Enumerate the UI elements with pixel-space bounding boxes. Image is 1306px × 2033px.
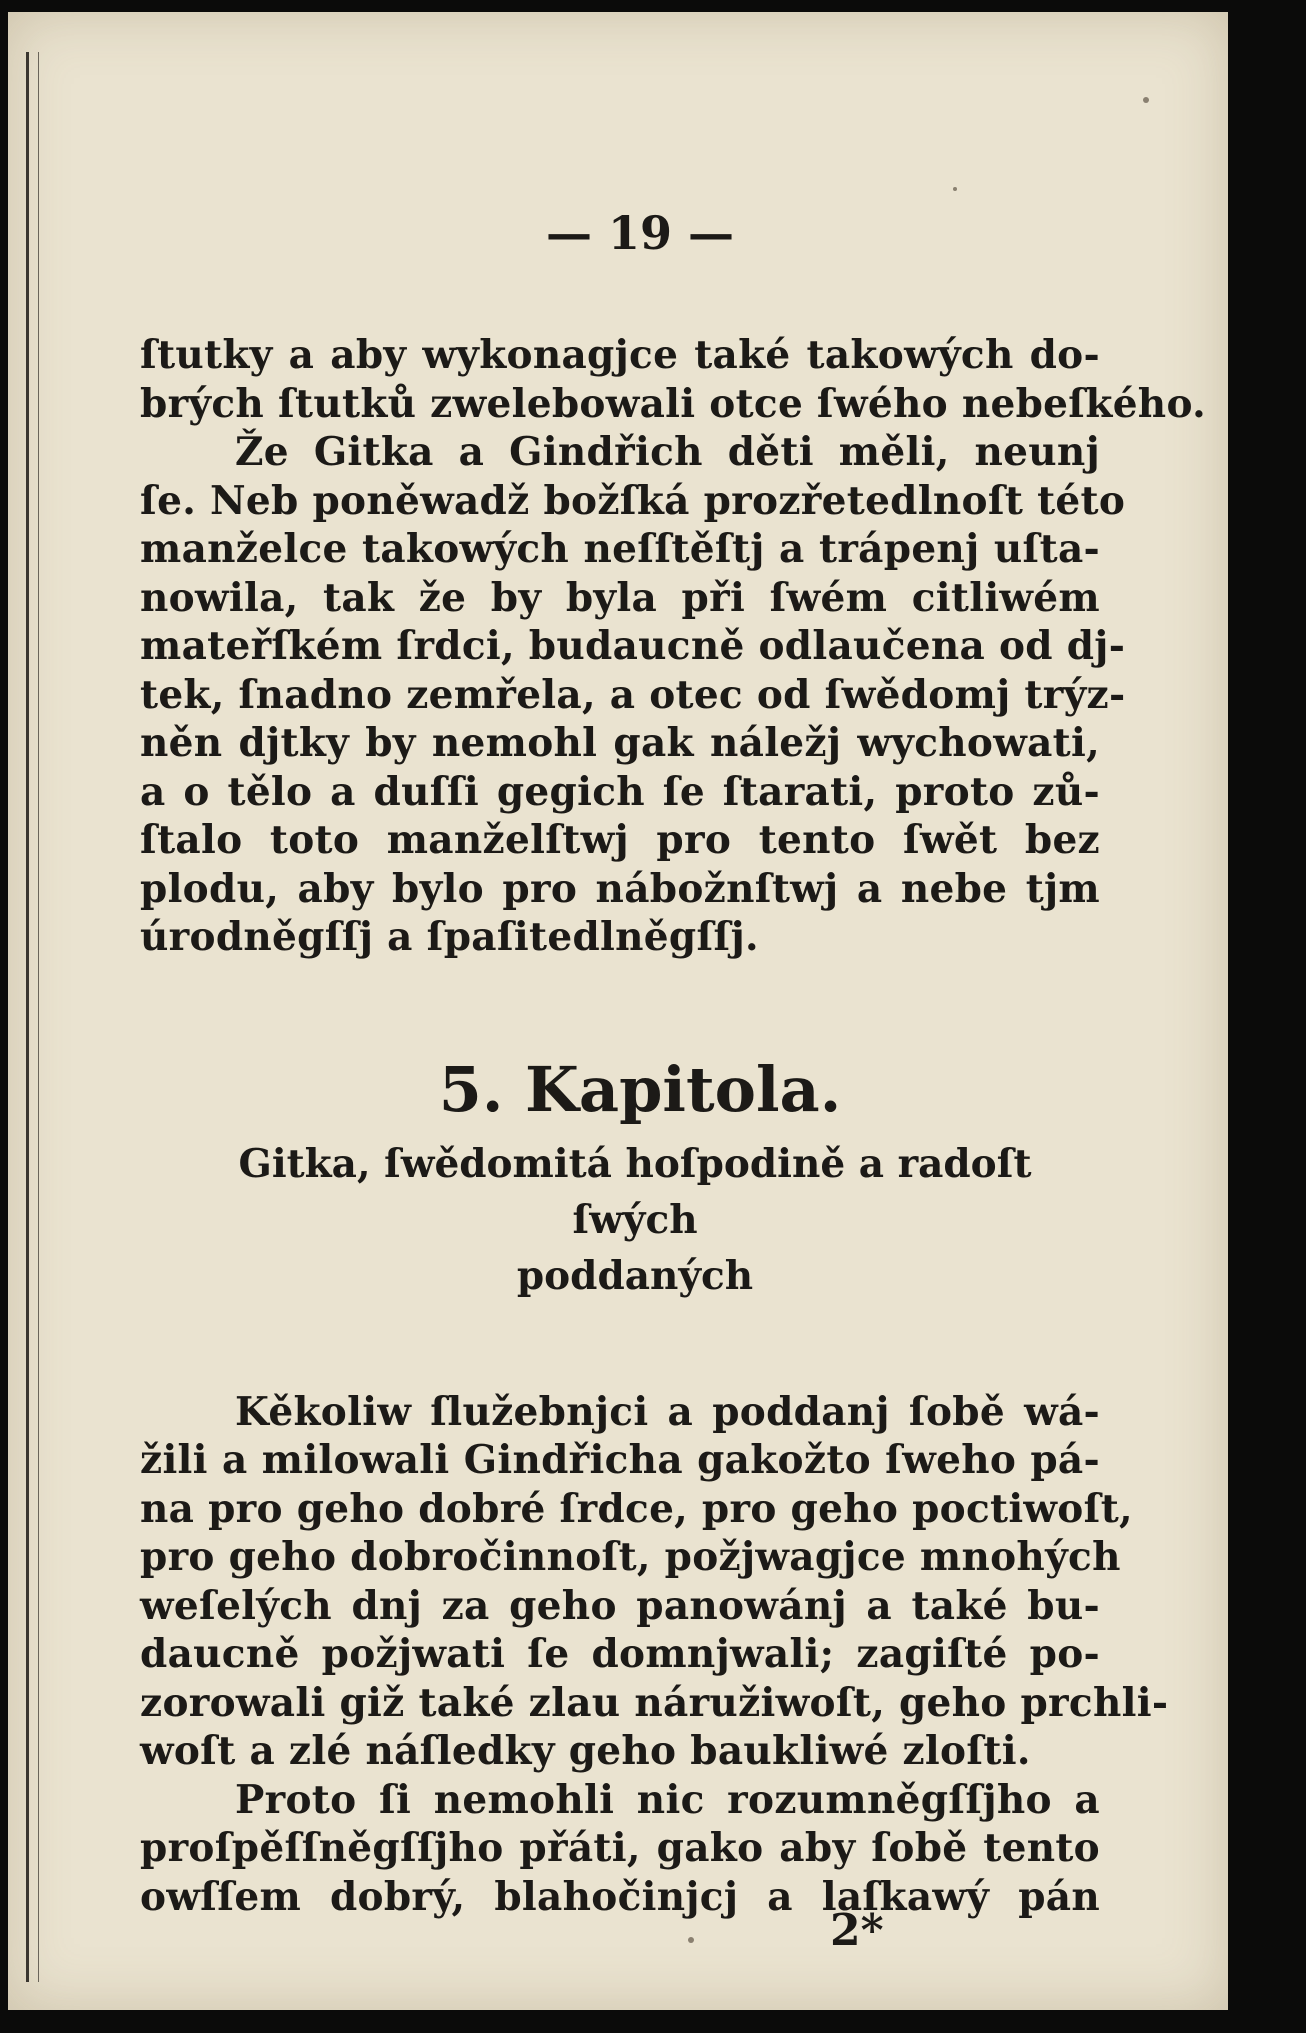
text-line: owſſem dobrý, blahočinjcj a laſkawý pán: [140, 1873, 1100, 1920]
text-line: ſtutky a aby wykonagjce také takowých do-: [140, 332, 1100, 378]
subtitle-line: Gitka, ſwědomitá hoſpodině a radoſt ſwých: [238, 1140, 1032, 1243]
paragraph-2: [140, 1388, 1169, 1776]
chapter-subtitle: [170, 1136, 1100, 1304]
paper-speck: [688, 1937, 694, 1943]
text-line: úrodněgſſj a ſpaſitedlněgſſj.: [140, 914, 759, 960]
text-line: zorowali giž také zlau náružiwoſt, geho prchli-: [140, 1679, 1169, 1726]
text-line: plodu, aby bylo pro nábožnſtwj a nebe tjm: [140, 865, 1100, 912]
text-line: Kěkoliw ſlužebnjci a poddanj ſobě wá-: [235, 1388, 1100, 1435]
text-line: weſelých dnj za geho panowánj a také bu-: [140, 1582, 1100, 1629]
text-line: woſt a zlé náſledky geho baukliwé zloſti.: [140, 1728, 1031, 1774]
paragraph-3: [140, 1776, 1100, 1922]
signature-mark: 2*: [830, 1905, 884, 1956]
text-line: na pro geho dobré ſrdce, pro geho poctiwoſt,: [140, 1485, 1133, 1532]
paper-speck: [953, 187, 957, 191]
text-line: žili a milowali Gindřicha gakožto ſweho pá-: [140, 1437, 1100, 1483]
paragraph-1: [140, 331, 1206, 962]
text-line: a o tělo a duſſi gegich ſe ſtarati, proto zů-: [140, 768, 1100, 815]
text-line: ſtalo toto manželſtwj pro tento ſwět bez: [140, 817, 1100, 863]
page-content: [140, 205, 1206, 1921]
text-line: manželce takowých neſſtěſtj a trápenj uſta-: [140, 526, 1100, 572]
paper-speck: [1143, 97, 1149, 103]
chapter-heading: 5. Kapitola.: [438, 1052, 842, 1126]
spine-edge: [26, 52, 29, 1982]
text-line: něn djtky by nemohl gak náležj wychowati,: [140, 720, 1100, 766]
text-line: ſe. Neb poněwadž božſká prozřetedlnoſt této: [140, 477, 1126, 524]
text-line: Proto ſi nemohli nic rozumněgſſjho a: [235, 1776, 1100, 1823]
page-number: — 19 —: [545, 206, 735, 260]
text-line: tek, ſnadno zemřela, a otec od ſwědomj trýz-: [140, 671, 1126, 718]
text-line: daucně požjwati ſe domnjwali; zagiſté po-: [140, 1631, 1100, 1677]
text-line: Že Gitka a Gindřich děti měli, neunj: [235, 429, 1100, 475]
subtitle-line: poddaných: [516, 1252, 754, 1299]
text-line: mateřſkém ſrdci, budaucně odlaučena od dj-: [140, 623, 1126, 669]
text-line: pro geho dobročinnoſt, požjwagjce mnohých: [140, 1534, 1121, 1580]
text-line: nowila, tak že by byla při ſwém citliwém: [140, 574, 1100, 621]
spine-edge-inner: [38, 52, 39, 1982]
text-line: brých ſtutků zwelebowali otce ſwého nebeſkého.: [140, 380, 1206, 427]
text-line: proſpěſſněgſſjho přáti, gako aby ſobě tento: [140, 1825, 1100, 1871]
